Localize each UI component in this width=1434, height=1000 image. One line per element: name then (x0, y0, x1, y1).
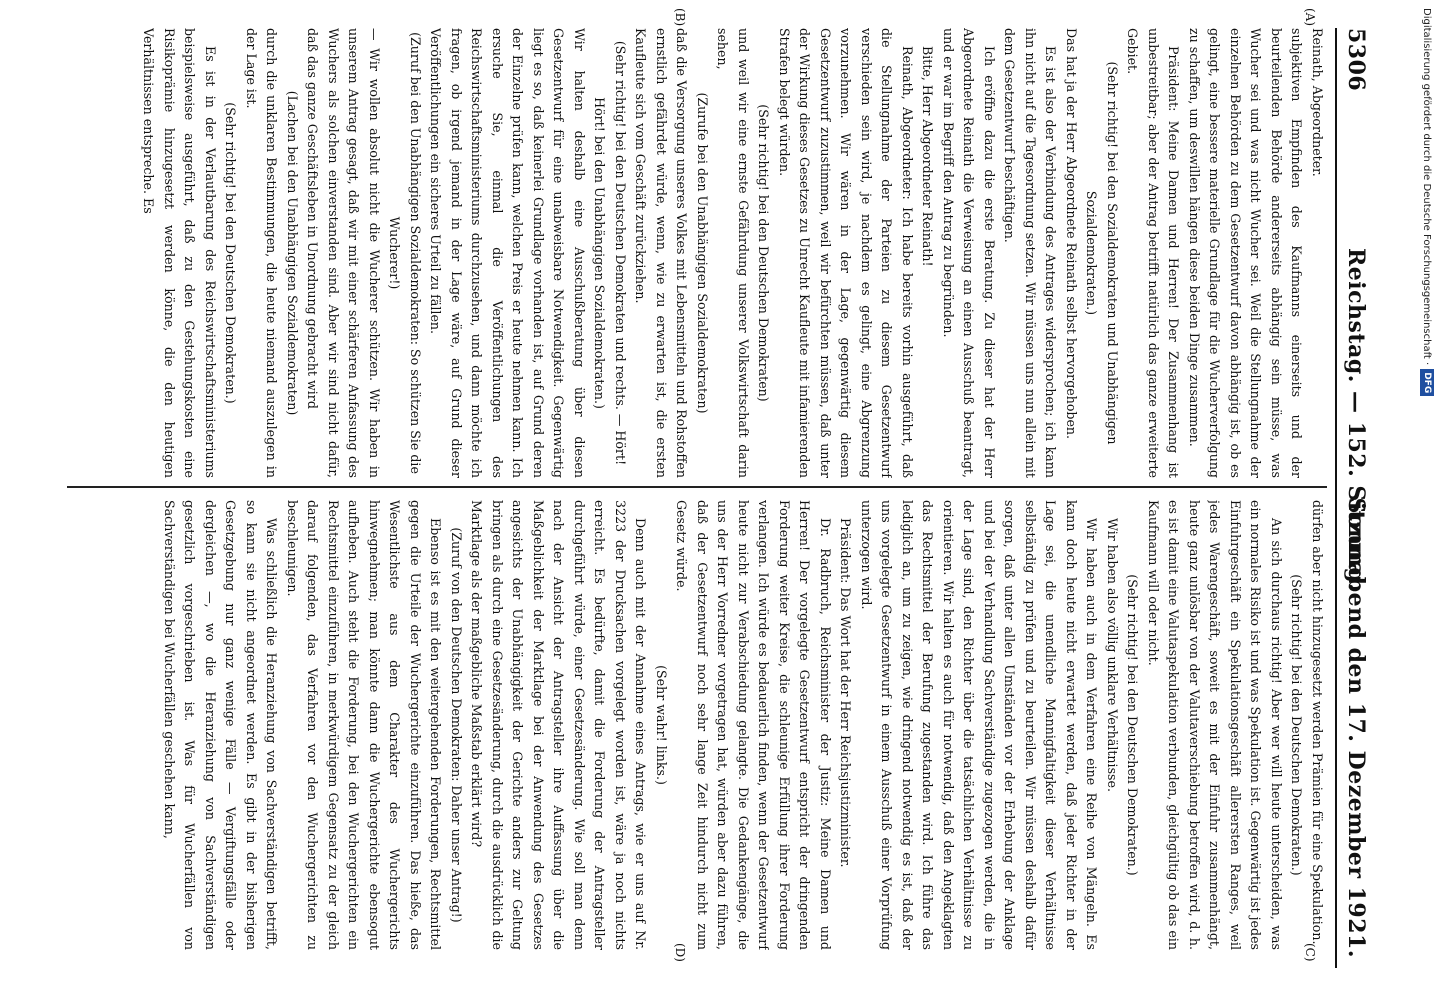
digitization-credit (1418, 8, 1434, 808)
dfg-logo: DFG (1420, 369, 1434, 396)
interjection: (Sehr wahr! links.) (654, 665, 669, 785)
paragraph: Bitte, Herr Abgeordneter Reinath! (920, 46, 936, 267)
paragraph: dürfen aber nicht hinzugesetzt werden Prämien für eine Spekulation. (1310, 500, 1325, 945)
paragraph: Ebenso ist es mit den weitergehenden Forderungen, Rechtsmittel gegen die Urteile der Wuchergerichte einzuführen. Das hieße, das Wesentlichste aus dem Charakter des Wuchergerichts hinwegnehmen; man könnte dann die Wuchergerichte ebensogut aufheben. Auch steht die Forderung, bei den Wuchergerichten ein Rechtsmittel einzuführen, in merkwürdigem Gegensatz zu der gleich darauf folgenden, das Verfahren vor den Wuchergerichten zu beschleunigen. (285, 500, 444, 950)
margin-mark-b: (B) (673, 8, 687, 27)
paragraph: daß die Versorgung unseres Volkes mit Lebensmitteln und Rohstoffen ernstlich gefährdet würde, wenn, wie zu erwarten ist, die ersten Kaufleute sich vom Geschäft zurückziehen. (633, 28, 690, 478)
credit-text: Digitalisierung gefördert durch die Deutsche Forschungsgemeinschaft · (1421, 8, 1433, 366)
paragraph: Wir haben also völlig unklare Verhältnisse. (1105, 518, 1120, 792)
paragraph: Es ist in der Verlautbarung des Reichswirtschaftsministeriums beispielsweise ausgeführt, daß zu den Gestehungskosten eine Risikoprämie hinzugesetzt werden könne, die den heutigen Verhältnissen entspreche. Es (141, 28, 218, 478)
speaker-line: Reinath, Abgeordneter. (1310, 28, 1325, 177)
margin-mark-d: (D) (673, 943, 687, 962)
session-date: Sonnabend den 17. Dezember 1921. (1343, 497, 1369, 958)
interjection: (Lachen bei den Unabhängigen Sozialdemokraten) (285, 90, 300, 416)
paragraph: Präsident: Das Wort hat der Herr Reichsjustizminister. (838, 518, 854, 868)
paragraph: Dr. Radbruch, Reichsminister der Justiz: Meine Damen und Herren! Der vorgelegte Gesetzentwurf entspricht der dringenden Forderung weiter Kreise, die schleunige Erfüllung ihrer Forderung verlangen. Ich würde es bedauerlich finden, wenn der Gesetzentwurf heute nicht zur Verabschiedung gelangte. Die Gedankengänge, die uns der Herr Vorredner vorgetragen hat, würden aber dazu führen, daß der Gesetzentwurf noch sehr lange Zeit hindurch nicht zum Gesetz würde. (674, 500, 833, 950)
paragraph: Das hat ja der Herr Abgeordnete Reinath selbst hervorgehoben. (1064, 28, 1079, 440)
paragraph: Präsident: Meine Damen und Herren! Der Zusammenhang ist unbestreitbar; aber der Antrag betrifft natürlich das ganze erweiterte Gebiet. (1125, 28, 1182, 478)
paragraph: Denn auch mit der Annahme eines Antrags, wie er uns auf Nr. 3223 der Drucksachen vorgelegt worden ist, wäre ja noch nichts erreicht. Es bedürfte, damit die Forderung der Antragsteller durchgeführt würde, einer Gesetzesänderung. Wie soll man denn nach der Ansicht der Antragsteller ihre Auffassung über die Maßgeblichkeit der Marktlage bei der Anwendung des Gesetzes angesichts der Unabhängigkeit der Gerichte anders zur Geltung bringen als durch eine Gesetzesänderung, durch die ausdrücklich die Marktlage als der maßgebliche Maßstab erklärt wird? (469, 500, 649, 950)
paragraph: Wir halten deshalb eine Ausschußberatung über diesen Gesetzentwurf für eine unabweisbare Notwendigkeit. Gegenwärtig liegt es so, daß keinerlei Grundlage vorhanden ist, auf Grund deren der Einzelne prüfen kann, welchen Preis er heute nehmen kann. Ich ersuche Sie, einmal die Veröffentlichungen des Reichswirtschaftsministeriums durchzusehen, und dann möchte ich fragen, ob irgend jemand in der Lage wäre, auf Grund dieser Veröffentlichungen ein sicheres Urteil zu fällen. (428, 28, 587, 478)
page-number: 5306 (1343, 28, 1369, 92)
interjection: (Sehr richtig! bei den Deutschen Demokraten und rechts. — Hört! Hört! bei den Unabhängigen Sozialdemokraten.) (592, 40, 628, 466)
paragraph: Wir haben auch in dem Verfahren eine Reihe von Mängeln. Es kann doch heute nicht erwartet werden, daß jeder Richter in der Lage sei, die unendliche Mannigfaltigkeit dieser Verhältnisse selbständig zu prüfen und zu beurteilen. Wir müssen deshalb dafür sorgen, daß unter allen Umständen vor der Erhebung der Anklage und bei der Verhandlung Sachverständige zugezogen werden, die in der Lage sind, den Richter über die tatsächlichen Verhältnisse zu orientieren. Wir halten es auch für notwendig, daß den Angeklagten das Rechtsmittel der Berufung zugestanden wird. Ich führe das lediglich an, um zu zeigen, wie dringend notwendig es ist, daß der uns vorgelegte Gesetzentwurf in einem Ausschuß einer Vorprüfung unterzogen wird. (859, 500, 1100, 950)
margin-mark-a: (A) (1303, 8, 1317, 27)
right-column (67, 500, 1327, 950)
interjection: (Sehr richtig! bei den Deutschen Demokraten) (756, 104, 772, 402)
paragraph: — Wir wollen absolut nicht die Wucherer schützen. Wir haben in unserem Antrag gesagt, daß wir mit einer schärferen Anfassung des Wuchers als solchen einverstanden sind. Aber wir sind nicht dafür, daß das ganze Geschäftsleben in Unordnung gebracht wird (305, 28, 382, 478)
session-title: Reichstag. — 152. Sitzung. (1343, 248, 1369, 592)
margin-mark-c: (C) (1303, 943, 1317, 962)
paragraph: Ich eröffne dazu die erste Beratung. Zu dieser hat der Herr Abgeordnete Reinath die Verweisung an einen Ausschuß beantragt, und er war im Begriff den Antrag zu begründen. (941, 28, 997, 478)
interjection: (Sehr richtig! bei den Sozialdemokraten und Unabhängigen Sozialdemokraten.) (1084, 61, 1120, 445)
paragraph: und weil wir eine ernste Gefährdung unserer Volkswirtschaft darin sehen, (715, 28, 751, 478)
paragraph: An sich durchaus richtig! Aber wer will heute unterscheiden, was ein normales Risiko ist und was Spekulation ist. Gegenwärtig ist jedes Einfuhrgeschäft ein Spekulationsgeschäft allerersten Ranges, weil jedes Warengeschäft, soweit es mit der Einfuhr zusammenhängt, heute ganz unlösbar von der Valutaverschiebung betroffen wird, d. h. es ist damit eine Valutaspekulation verbunden, gleichgültig ob das ein Kaufmann will oder nicht. (1146, 500, 1284, 950)
interjection: (Sehr richtig! bei den Deutschen Demokraten.) (1289, 574, 1305, 876)
interjection: (Zuruf bei den Unabhängigen Sozialdemokraten: So schützen Sie die Wucherer!) (387, 32, 423, 474)
left-column (67, 28, 1327, 478)
page-header (1335, 28, 1377, 968)
interjection: (Zuruf von den Deutschen Demokraten: Daher unser Antrag!) (449, 527, 464, 923)
paragraph: durch die unklaren Bestimmungen, die heute niemand auszulegen in der Lage ist. (244, 28, 280, 478)
interjection: (Sehr richtig! bei den Deutschen Demokraten.) (1125, 574, 1141, 876)
paragraph: subjektiven Empfinden des Kaufmanns einerseits und der beurteilenden Behörde andererseits abhängig sein müsse, was Wucher sei und was nicht Wucher sei. Weil die Stellungnahme der einzelnen Behörden zu dem Gesetzentwurf davon abhängig ist, ob es gelingt, eine bessere materielle Grundlage für die Wucherverfolgung zu schaffen, um deswillen hängen diese beiden Dinge zusammen. (1187, 28, 1305, 478)
paragraph: Es ist also der Verbindung des Antrages widersprochen; ich kann ihn nicht auf die Tagesordnung setzen. Wir müssen uns nun allein mit dem Gesetzentwurf beschäftigen. (1002, 28, 1059, 478)
interjection: (Zurufe bei den Unabhängigen Sozialdemokraten) (695, 92, 710, 414)
paragraph: Was schließlich die Heranziehung von Sachverständigen betrifft, so kann sie nicht angeordnet werden. Es gibt in der bisherigen Gesetzgebung nur ganz wenige Fälle — Vergiftungsfälle oder dergleichen —, wo die Heranziehung von Sachverständigen gesetzlich vorgeschrieben ist. Was für Wucherfällen von Sachverständigen bei Wucherfällen geschehen kann, (162, 500, 280, 950)
column-divider (67, 486, 1327, 488)
paragraph: Reinath, Abgeordneter: Ich habe bereits vorhin ausgeführt, daß die Stellungnahme der Parteien zu diesem Gesetzentwurf verschieden sein wird, je nachdem es gelingt, eine Abgrenzung vorzunehmen. Wir wären in der Lage, gegenwärtig diesem Gesetzentwurf zuzustimmen, weil wir befürchten müssen, daß unter der Wirkung dieses Gesetzes zu Unrecht Kaufleute mit infamierenden Strafen belegt würden. (777, 28, 915, 478)
newspaper-page (57, 8, 1377, 968)
interjection: (Sehr richtig! bei den Deutschen Demokraten.) (223, 102, 239, 404)
